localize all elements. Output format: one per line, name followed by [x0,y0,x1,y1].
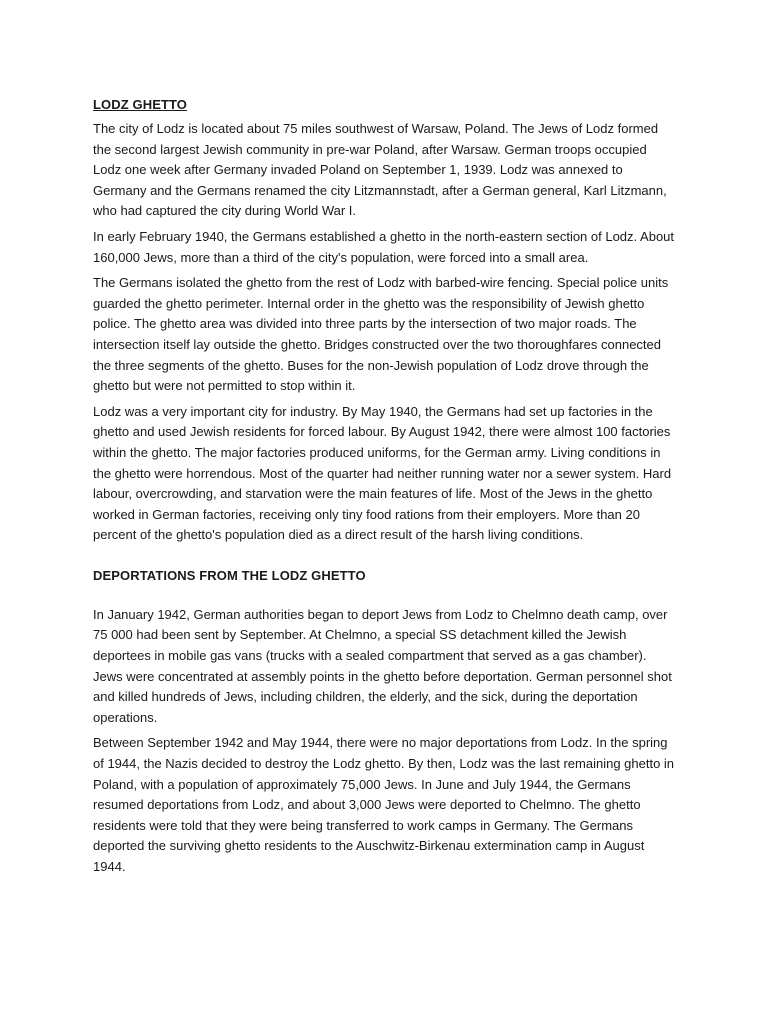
document-page [93,95,676,883]
paragraph-industry-conditions: Lodz was a very important city for industry. By May 1940, the Germans had set up factories in the ghetto and used Jewish residents for forced labour. By August 1942, there were almost 100 factories within the ghetto. The major factories produced uniforms, for the German army. Living conditions in the ghetto were horrendous. Most of the quarter had neither running water nor a sewer system. Hard labour, overcrowding, and starvation were the main features of life. Most of the Jews in the ghetto worked in German factories, receiving only tiny food rations from their employers. More than 20 percent of the ghetto's population died as a direct result of the harsh living conditions. [93,403,672,543]
paragraph-city-intro: The city of Lodz is located about 75 miles southwest of Warsaw, Poland. The Jews of Lodz formed the second largest Jewish community in pre-war Poland, after Warsaw. German troops occupied Lodz one week after Germany invaded Poland on September 1, 1939. Lodz was annexed to Germany and the Germans renamed the city Litzmannstadt, after a German general, Karl Litzmann, who had captured the city during World War I. [93,121,667,219]
section-heading-deportations: DEPORTATIONS FROM THE LODZ GHETTO [93,567,366,583]
paragraph-ghetto-isolation: The Germans isolated the ghetto from the rest of Lodz with barbed-wire fencing. Special police units guarded the ghetto perimeter. Internal order in the ghetto was the responsibility of Jewish ghetto police. The ghetto area was divided into three parts by the intersection of two major roads. The intersection itself lay outside the ghetto. Bridges constructed over the two thoroughfares connected the three segments of the ghetto. Buses for the non-Jewish population of Lodz drove through the ghetto but were not permitted to stop within it. [93,275,669,394]
paragraph-ghetto-established: In early February 1940, the Germans established a ghetto in the north-eastern section of Lodz. About 160,000 Jews, more than a third of the city's population, were forced into a small area. [93,228,675,265]
paragraph-chelmno-deportations: In January 1942, German authorities began to deport Jews from Lodz to Chelmno death camp, over 75 000 had been sent by September. At Chelmno, a special SS detachment killed the Jewish deportees in mobile gas vans (trucks with a sealed compartment that served as a gas chamber). Jews were concentrated at assembly points in the ghetto before deportation. German personnel shot and killed hundreds of Jews, including children, the elderly, and the sick, during the deportation operations. [93,606,672,725]
section-heading-lodz-ghetto: LODZ GHETTO [93,97,188,112]
paragraph-final-deportations: Between September 1942 and May 1944, there were no major deportations from Lodz. In the spring of 1944, the Nazis decided to destroy the Lodz ghetto. By then, Lodz was the last remaining ghetto in Poland, with a population of approximately 75,000 Jews. In June and July 1944, the Germans resumed deportations from Lodz, and about 3,000 Jews were deported to Chelmno. The ghetto residents were told that they were being transferred to work camps in Germany. The Germans deported the surviving ghetto residents to the Auschwitz-Birkenau extermination camp in August 1944. [93,735,675,874]
